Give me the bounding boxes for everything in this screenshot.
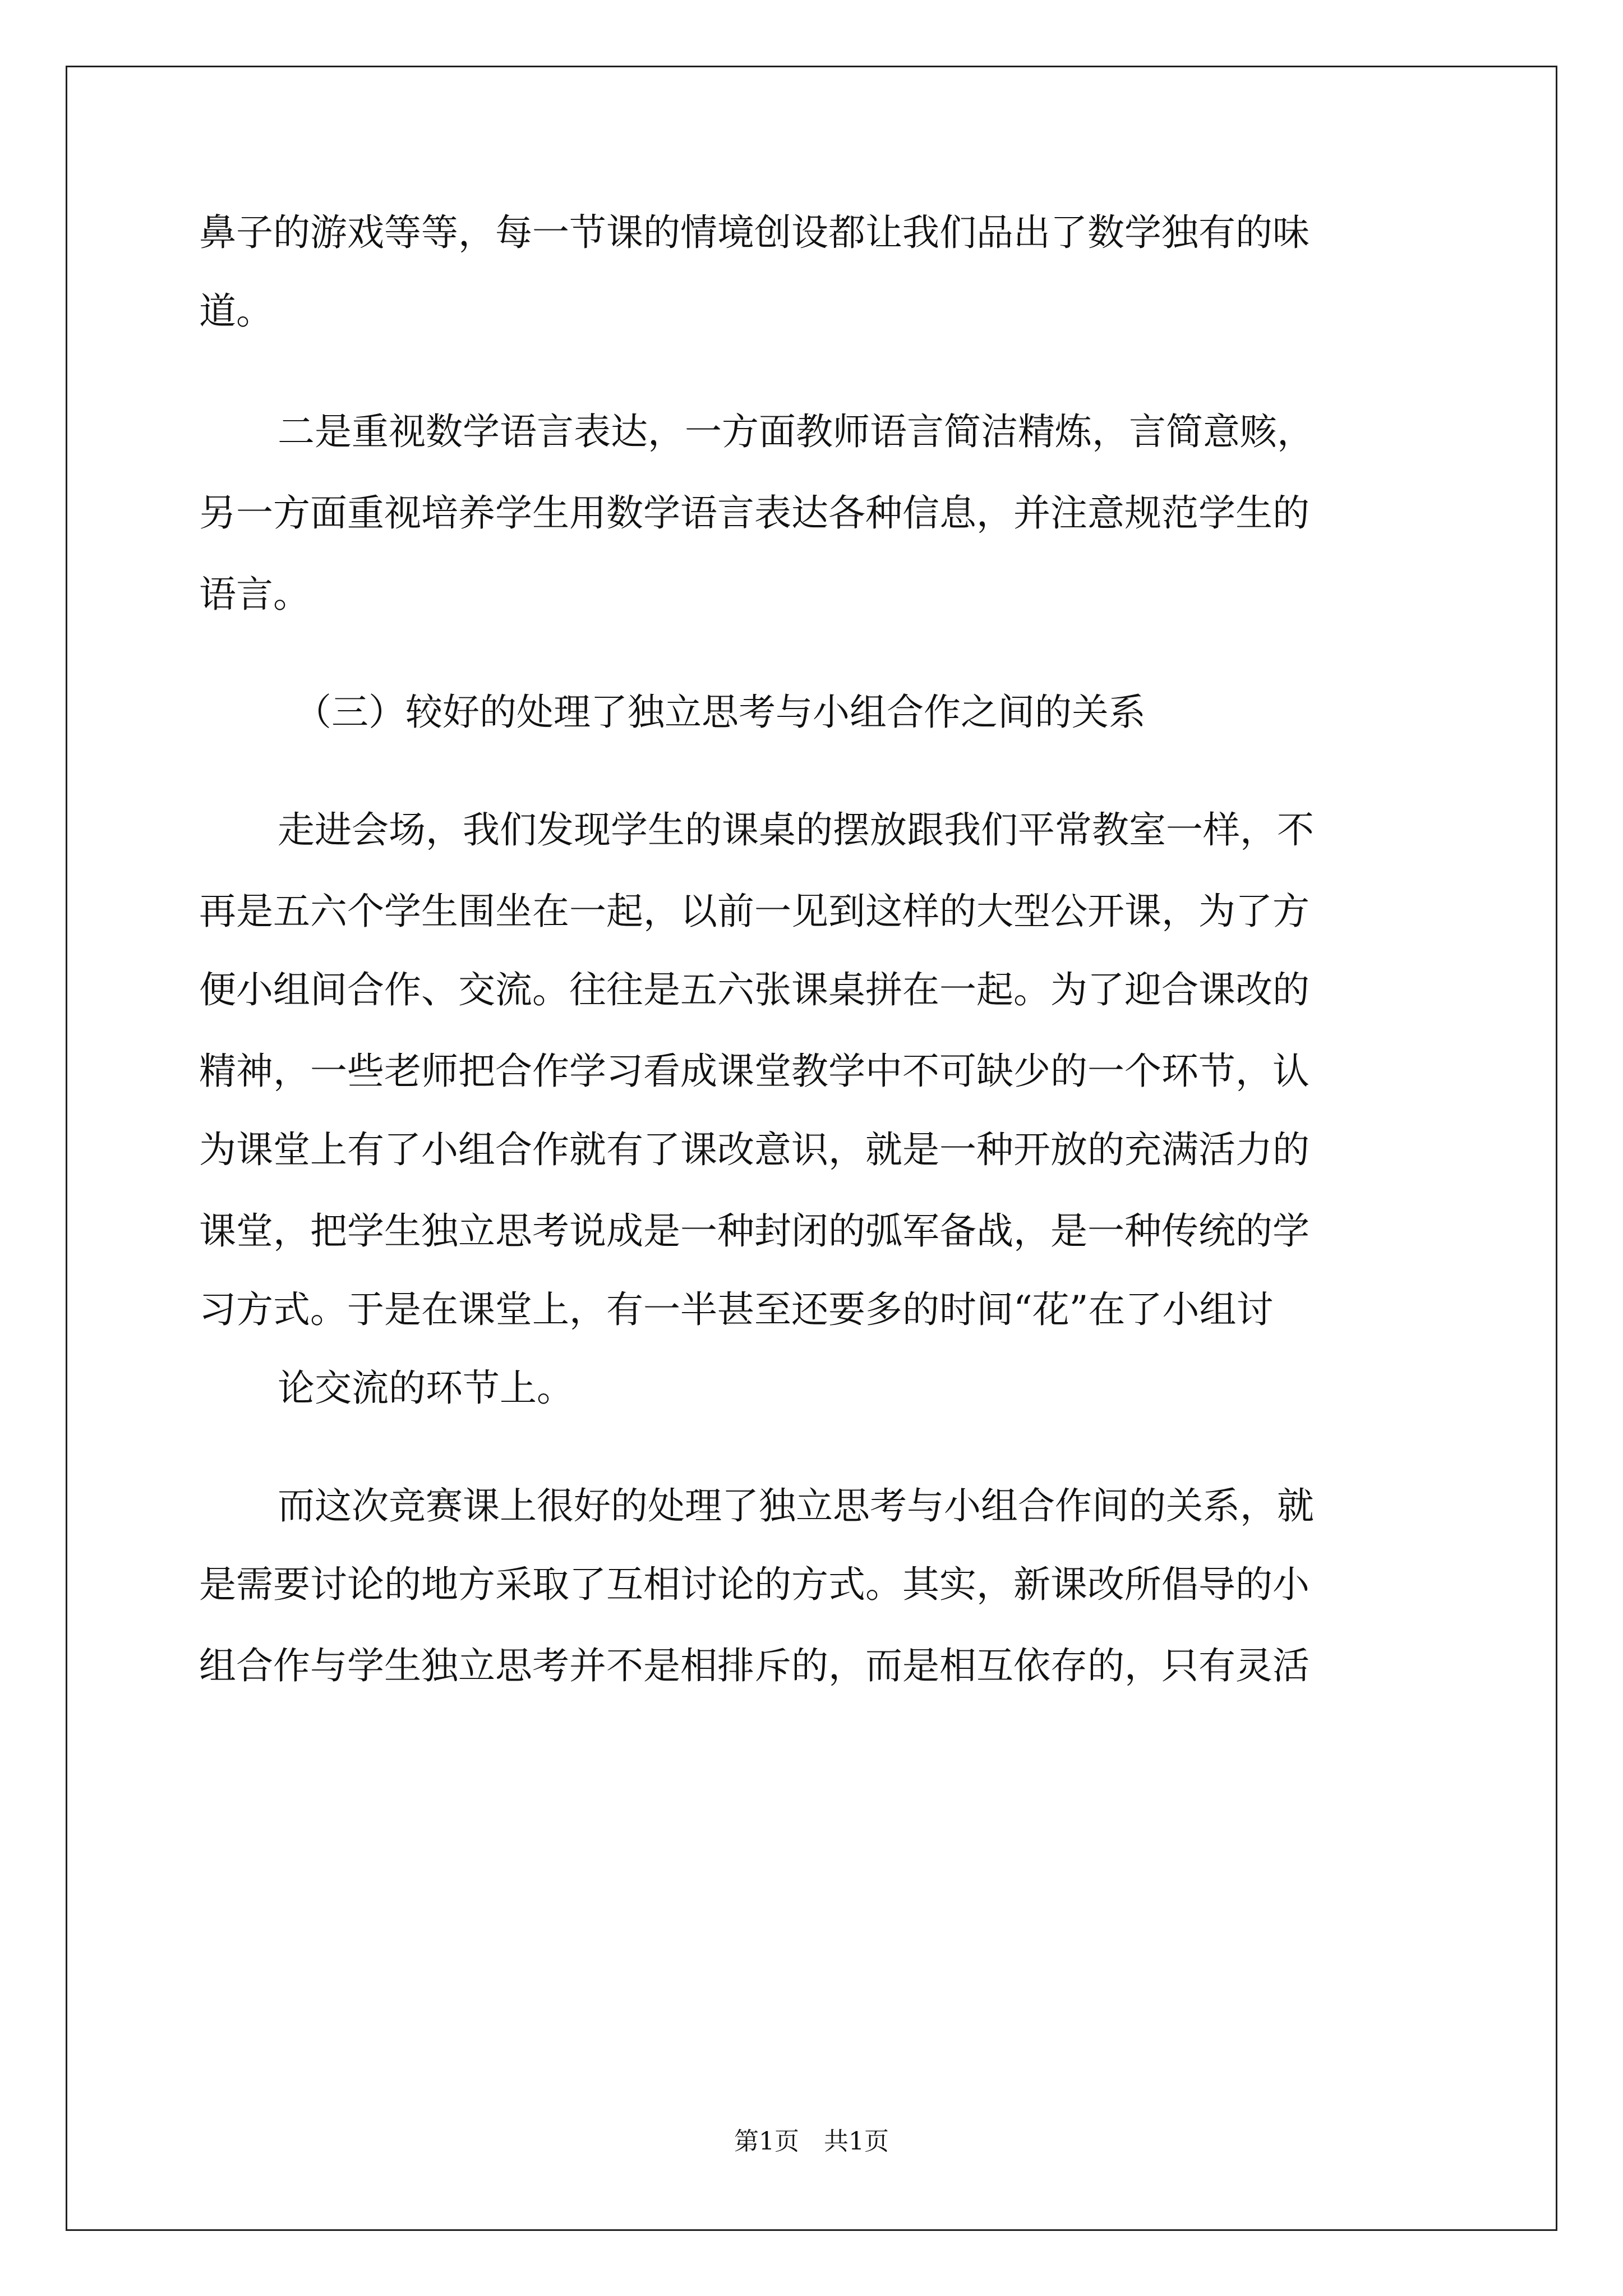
text-line: 鼻子的游戏等等，每一节课的情境创设都让我们品出了数学独有的味 — [199, 211, 1310, 254]
text-line: 课堂，把学生独立思考说成是一种封闭的弧军备战，是一种传统的学 — [199, 1209, 1310, 1253]
text-line: 组合作与学生独立思考并不是相排斥的，而是相互依存的，只有灵活 — [199, 1644, 1310, 1687]
text-line: 论交流的环节上。 — [278, 1366, 574, 1410]
text-line: 习方式。于是在课堂上，有一半甚至还要多的时间“花”在了小组讨 — [199, 1288, 1274, 1331]
text-line: 走进会场，我们发现学生的课桌的摆放跟我们平常教室一样，不 — [278, 808, 1314, 852]
text-line: 语言。 — [199, 573, 310, 616]
text-line: 便小组间合作、交流。往往是五六张课桌拼在一起。为了迎合课改的 — [199, 968, 1310, 1011]
text-line: 为课堂上有了小组合作就有了课改意识，就是一种开放的充满活力的 — [199, 1128, 1310, 1171]
page-number-footer: 第1页 共1页 — [734, 2127, 889, 2156]
text-line: 而这次竞赛课上很好的处理了独立思考与小组合作间的关系，就 — [278, 1484, 1314, 1527]
text-line: 道。 — [199, 289, 273, 333]
text-line: 精神，一些老师把合作学习看成课堂教学中不可缺少的一个环节，认 — [199, 1050, 1310, 1093]
text-line: 另一方面重视培养学生用数学语言表达各种信息，并注意规范学生的 — [199, 491, 1310, 535]
text-line: 再是五六个学生围坐在一起，以前一见到这样的大型公开课，为了方 — [199, 890, 1310, 933]
text-line: 是需要讨论的地方采取了互相讨论的方式。其实，新课改所倡导的小 — [199, 1563, 1310, 1606]
section-heading: （三）较好的处理了独立思考与小组合作之间的关系 — [294, 691, 1146, 734]
text-line: 二是重视数学语言表达，一方面教师语言简洁精炼，言简意赅， — [278, 410, 1314, 453]
